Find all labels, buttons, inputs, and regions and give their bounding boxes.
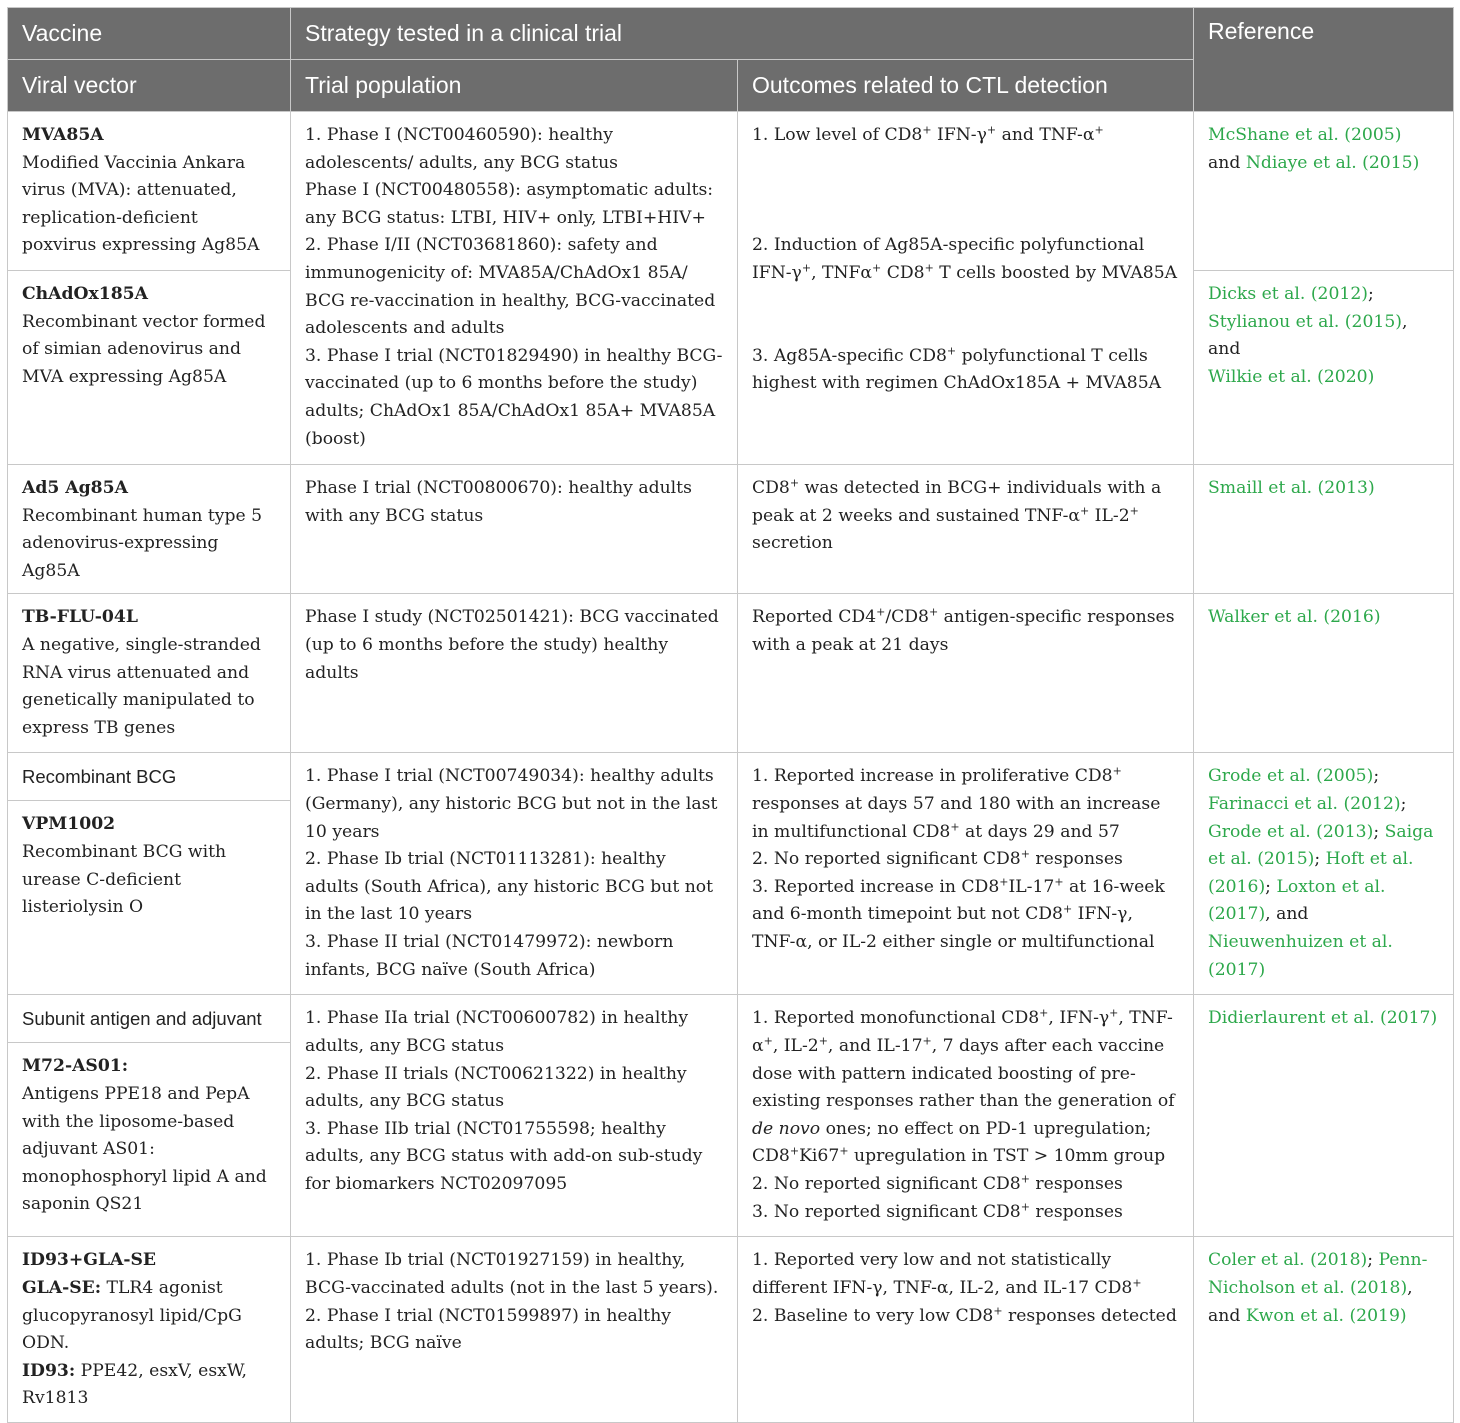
header-outcomes: Outcomes related to CTL detection (738, 60, 1194, 112)
population-line: 1. Phase Ib trial (NCT01927159) in healthy, BCG-vaccinated adults (not in the last 5 years). (305, 1250, 719, 1298)
reference-cell (1194, 995, 1454, 1237)
header-vaccine: Vaccine (8, 8, 291, 60)
vaccine-name: VPM1002 (22, 814, 116, 835)
population-line: Phase I (NCT00480558): asymptomatic adults: any BCG status: LTBI, HIV+ only, LTBI+HIV+ (305, 180, 714, 228)
table-row (8, 465, 1454, 594)
population-line: 1. Phase I (NCT00460590): healthy adolescents/ adults, any BCG status (305, 125, 618, 173)
reference-cell (1194, 465, 1454, 594)
outcome-line: 3. Reported increase in CD8+IL-17+ at 16-week and 6-month timepoint but not CD8+ IFN-γ, TNF-α, or IL-2 either single or multifunctional (752, 875, 1165, 952)
outcome-line: 1. Low level of CD8+ IFN-γ+ and TNF-α+ (752, 123, 1104, 145)
vaccine-cell (8, 271, 291, 465)
vaccine-name: MVA85A (22, 125, 104, 145)
header-viral-vector: Viral vector (8, 60, 291, 112)
vaccine-desc: A negative, single-stranded RNA virus attenuated and genetically manipulated to express TB genes (22, 634, 261, 738)
reference-cell: Coler et al. (2018); Penn-Nicholson et al. (2018), and Kwon et al. (2019) (1194, 1237, 1454, 1423)
reference-link[interactable]: Stylianou et al. (2015) (1208, 311, 1402, 332)
header-trial-population: Trial population (291, 60, 738, 112)
population-cell: Phase I study (NCT02501421): BCG vaccinated (up to 6 months before the study) healthy adults (291, 594, 738, 753)
vaccine-name: TB-FLU-04L (22, 607, 138, 628)
outcomes-cell: CD8+ was detected in BCG+ individuals with a peak at 2 weeks and sustained TNF-α+ IL-2+ secretion (738, 465, 1194, 594)
table-row (8, 1237, 1454, 1423)
reference-link[interactable]: Grode et al. (2005) (1208, 766, 1374, 787)
header-strategy: Strategy tested in a clinical trial (291, 8, 1194, 60)
vaccine-cell (8, 594, 291, 753)
vaccine-desc: ID93: PPE42, esxV, esxW, Rv1813 (22, 1360, 247, 1409)
vaccine-cell (8, 1043, 291, 1237)
reference-cell: McShane et al. (2005) and Ndiaye et al. (2015) (1194, 112, 1454, 271)
outcome-line: 2. Baseline to very low CD8+ responses detected (752, 1303, 1177, 1326)
header-reference: Reference (1194, 8, 1454, 112)
population-line: 2. Phase Ib trial (NCT01113281): healthy adults (South Africa), any historic BCG but not in the last 10 years (305, 849, 714, 925)
reference-link[interactable]: Walker et al. (2016) (1208, 607, 1381, 628)
table-row (8, 753, 1454, 801)
reference-link[interactable]: Grode et al. (2013) (1208, 821, 1374, 842)
vaccine-desc: Recombinant vector formed of simian adenovirus and MVA expressing Ag85A (22, 311, 266, 387)
reference-link[interactable]: Farinacci et al. (2012) (1208, 793, 1401, 814)
vaccine-name: ChAdOx185A (22, 284, 148, 304)
population-cell (291, 753, 738, 995)
reference-link[interactable]: Smaill et al. (2013) (1208, 478, 1375, 498)
reference-link[interactable]: Didierlaurent et al. (2017) (1208, 1008, 1438, 1029)
reference-link[interactable]: Dicks et al. (2012) (1208, 284, 1368, 304)
vaccine-cell (8, 801, 291, 995)
header-row-1 (8, 8, 1454, 60)
population-cell (291, 112, 738, 465)
population-cell (291, 995, 738, 1237)
population-line: 2. Phase I/II (NCT03681860): safety and immunogenicity of: MVA85A/ChAdOx1 85A/ BCG re-vaccination in healthy, BCG-vaccinated adolescents and adults (305, 235, 716, 339)
table-row (8, 594, 1454, 753)
reference-cell: Grode et al. (2005); Farinacci et al. (2012); Grode et al. (2013); Saiga et al. (2015); Hoft et al. (2016); Loxton et al. (2017), and Nieuwenhuizen et al. (2017) (1194, 753, 1454, 995)
vaccine-desc: GLA-SE: TLR4 agonist glucopyranosyl lipid/CpG ODN. (22, 1277, 242, 1354)
outcomes-cell (738, 995, 1194, 1237)
vaccine-cell (8, 465, 291, 594)
vaccine-desc: Antigens PPE18 and PepA with the liposome-based adjuvant AS01: monophosphoryl lipid A and saponin QS21 (22, 1083, 267, 1215)
population-cell (291, 1237, 738, 1423)
reference-link[interactable]: Loxton et al. (2017) (1208, 876, 1386, 925)
population-line: 1. Phase I trial (NCT00749034): healthy adults (Germany), any historic BCG but not in the last 10 years (305, 766, 718, 842)
population-line: 2. Phase I trial (NCT01599897) in healthy adults; BCG naïve (305, 1305, 671, 1354)
outcome-line: 2. No reported significant CD8+ responses (752, 847, 1123, 870)
population-line: 3. Phase II trial (NCT01479972): newborn infants, BCG naïve (South Africa) (305, 931, 674, 980)
vaccine-desc: Recombinant BCG with urease C-deficient listeriolysin O (22, 841, 227, 918)
outcomes-cell (738, 112, 1194, 465)
population-cell: Phase I trial (NCT00800670): healthy adults with any BCG status (291, 465, 738, 594)
vaccine-cell (8, 112, 291, 271)
reference-link[interactable]: Wilkie et al. (2020) (1208, 366, 1375, 387)
vaccine-desc: Modified Vaccinia Ankara virus (MVA): attenuated, replication-deficient poxvirus expressing Ag85A (22, 152, 260, 256)
outcomes-cell (738, 753, 1194, 995)
outcomes-cell (738, 1237, 1194, 1423)
reference-cell (1194, 594, 1454, 753)
reference-link[interactable]: Ndiaye et al. (2015) (1245, 152, 1420, 173)
outcome-line: 1. Reported increase in proliferative CD8+ responses at days 57 and 180 with an increase in multifunctional CD8+ at days 29 and 57 (752, 764, 1161, 842)
population-line: 3. Phase IIb trial (NCT01755598; healthy adults, any BCG status with add-on sub-study for biomarkers NCT02097095 (305, 1118, 703, 1194)
population-line: 2. Phase II trials (NCT00621322) in healthy adults, any BCG status (305, 1063, 687, 1112)
vaccine-table (7, 7, 1454, 1423)
category-cell: Subunit antigen and adjuvant (8, 995, 291, 1043)
outcome-line: 1. Reported monofunctional CD8+, IFN-γ+, TNF-α+, IL-2+, and IL-17+, 7 days after each vaccine dose with pattern indicated boosting of pre-existing responses rather than the generation of de novo ones; no effect on PD-1 upregulation; CD8+Ki67+ upregulation in TST > 10mm group (752, 1006, 1175, 1167)
outcomes-cell: Reported CD4+/CD8+ antigen-specific responses with a peak at 21 days (738, 594, 1194, 753)
vaccine-name: M72-AS01: (22, 1056, 129, 1077)
reference-link[interactable]: Penn-Nicholson et al. (2018) (1208, 1250, 1428, 1298)
population-line: 1. Phase IIa trial (NCT00600782) in healthy adults, any BCG status (305, 1008, 689, 1056)
vaccine-name: Ad5 Ag85A (22, 478, 128, 498)
vaccine-cell (8, 1237, 291, 1423)
vaccine-name: ID93+GLA-SE (22, 1250, 157, 1271)
reference-link[interactable]: Saiga et al. (2015) (1208, 821, 1434, 870)
category-cell: Recombinant BCG (8, 753, 291, 801)
outcome-line: 3. Ag85A-specific CD8+ polyfunctional T cells highest with regimen ChAdOx185A + MVA85A (752, 344, 1162, 394)
outcome-line: 3. No reported significant CD8+ responses (752, 1199, 1123, 1222)
outcome-line: 2. No reported significant CD8+ responses (752, 1172, 1123, 1194)
reference-link[interactable]: Hoft et al. (2016) (1208, 849, 1414, 897)
vaccine-desc: Recombinant human type 5 adenovirus-expressing Ag85A (22, 505, 263, 581)
reference-link[interactable]: McShane et al. (2005) (1208, 125, 1402, 145)
table-row (8, 112, 1454, 271)
reference-link[interactable]: Nieuwenhuizen et al. (2017) (1208, 931, 1393, 980)
outcome-line: 2. Induction of Ag85A-specific polyfunctional IFN-γ+, TNFα+ CD8+ T cells boosted by MVA85A (752, 235, 1178, 283)
table-row (8, 995, 1454, 1043)
reference-link[interactable]: Kwon et al. (2019) (1245, 1305, 1407, 1326)
reference-cell: Dicks et al. (2012); Stylianou et al. (2015), and Wilkie et al. (2020) (1194, 271, 1454, 465)
outcome-line: 1. Reported very low and not statistically different IFN-γ, TNF-α, IL-2, and IL-17 CD8+ (752, 1250, 1142, 1298)
population-line: 3. Phase I trial (NCT01829490) in healthy BCG-vaccinated (up to 6 months before the study) adults; ChAdOx1 85A/ChAdOx1 85A+ MVA85A (boost) (305, 345, 723, 449)
reference-link[interactable]: Coler et al. (2018) (1208, 1250, 1368, 1271)
